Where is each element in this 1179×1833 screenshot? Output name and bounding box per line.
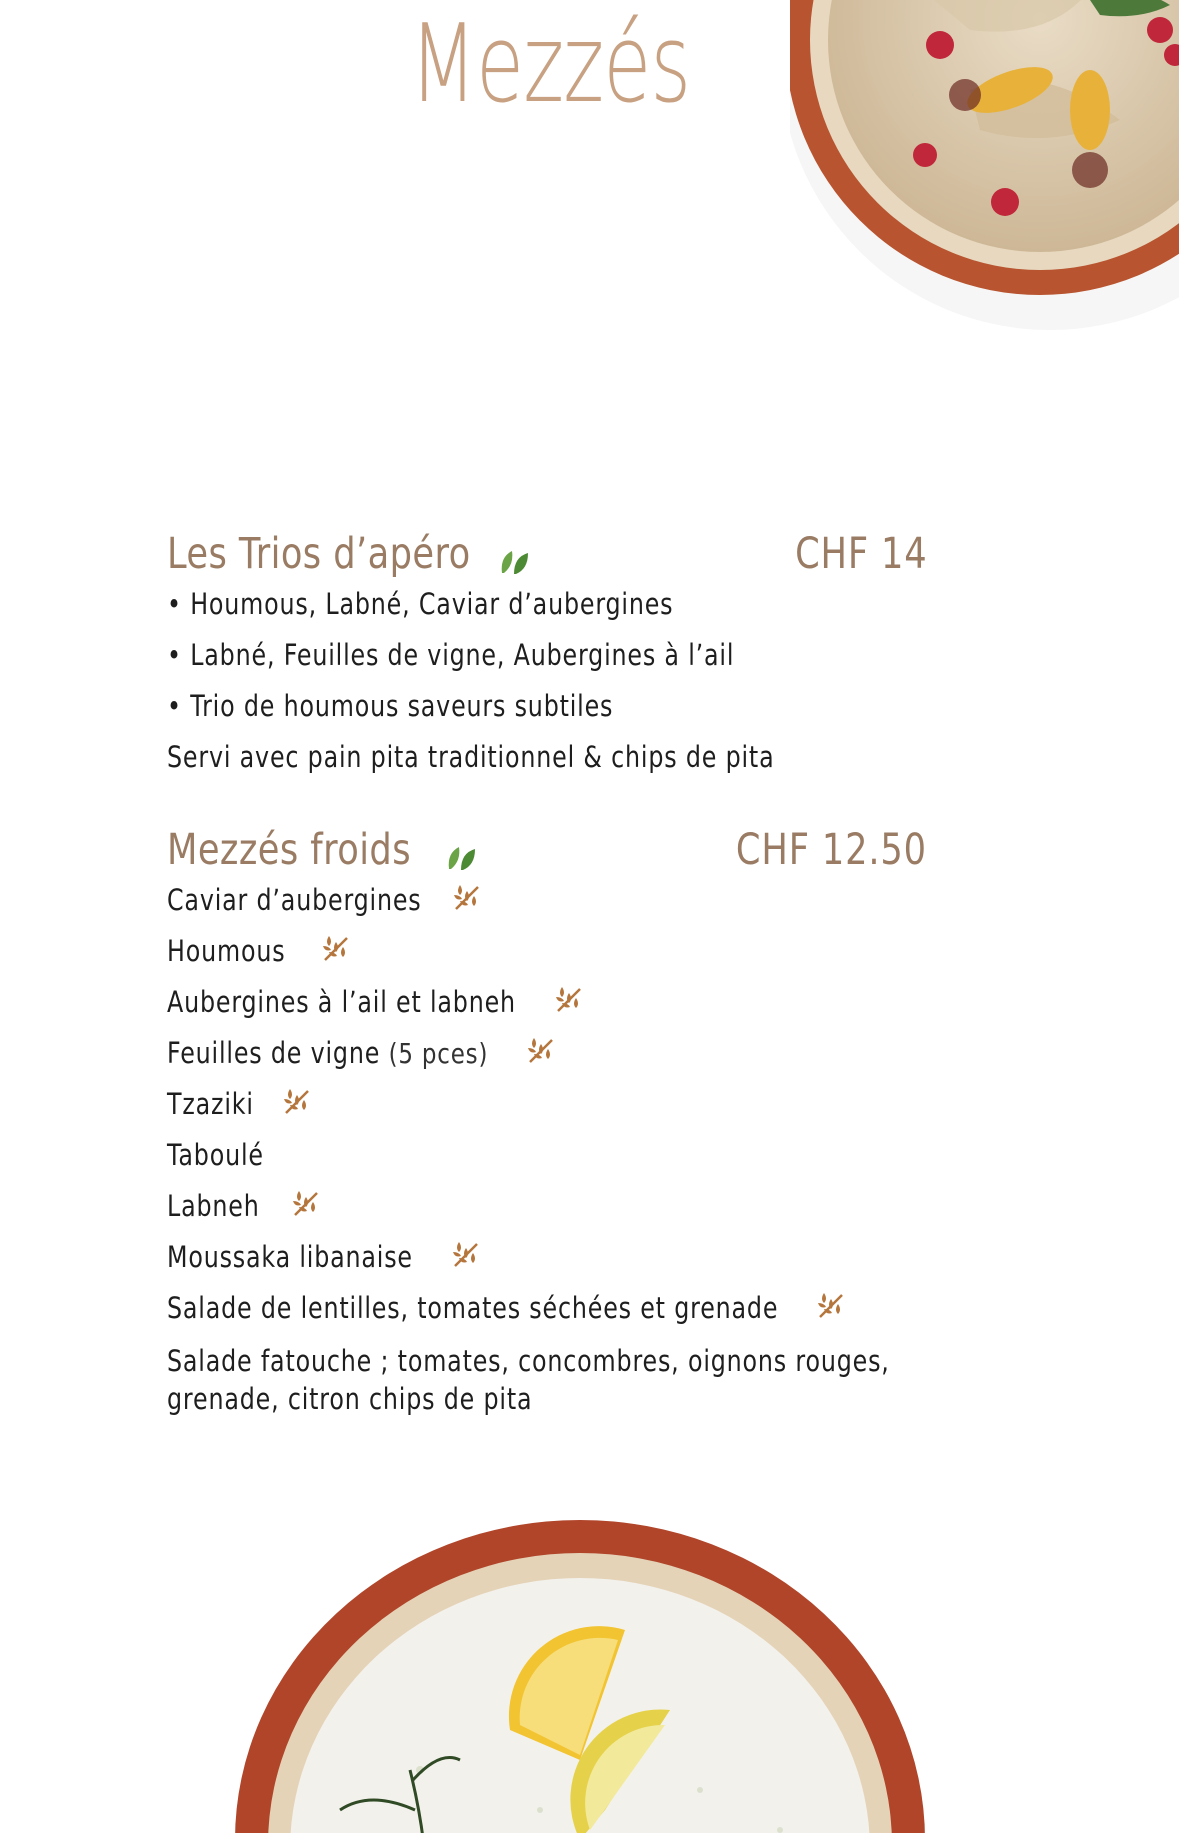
section-header-trios <box>167 525 927 587</box>
section-price: CHF 14 <box>794 529 927 579</box>
gluten-free-wheat-icon <box>552 983 584 1017</box>
section-title: Les Trios d’apéro <box>167 529 471 579</box>
list-item: Caviar d’aubergines <box>167 883 927 934</box>
gluten-free-wheat-icon <box>449 1238 481 1272</box>
gluten-free-wheat-icon <box>524 1034 556 1068</box>
tzatziki-plate-photo <box>220 1510 940 1833</box>
list-item: • Houmous, Labné, Caviar d’aubergines <box>167 587 674 621</box>
list-item: Aubergines à l’ail et labneh <box>167 985 927 1036</box>
list-item: Moussaka libanaise <box>167 1240 927 1291</box>
gluten-free-wheat-icon <box>289 1187 321 1221</box>
list-item: Servi avec pain pita traditionnel & chips de pita <box>167 740 775 774</box>
list-item: Taboulé <box>167 1138 264 1172</box>
list-item: Houmous <box>167 934 927 985</box>
section-price: CHF 12.50 <box>736 825 927 875</box>
gluten-free-wheat-icon <box>814 1289 846 1323</box>
section-title: Mezzés froids <box>167 825 412 875</box>
page-title: Mezzés <box>409 2 691 127</box>
hummus-plate-photo <box>790 0 1179 350</box>
list-item: Salade fatouche ; tomates, concombres, oignons rouges, grenade, citron chips de pita <box>167 1344 890 1416</box>
list-item: Salade de lentilles, tomates séchées et grenade <box>167 1291 927 1342</box>
gluten-free-wheat-icon <box>319 932 351 966</box>
gluten-free-wheat-icon <box>280 1085 312 1119</box>
vegetarian-leaf-icon <box>498 547 532 577</box>
list-item: Tzaziki <box>167 1087 927 1138</box>
vegetarian-leaf-icon <box>445 843 479 873</box>
list-item: • Trio de houmous saveurs subtiles <box>167 689 614 723</box>
menu <box>167 525 927 1424</box>
section-header-mezzes-froids <box>167 821 927 883</box>
list-item: Labneh <box>167 1189 927 1240</box>
list-item: • Labné, Feuilles de vigne, Aubergines à l’ail <box>167 638 735 672</box>
gluten-free-wheat-icon <box>450 881 482 915</box>
list-item: Feuilles de vigne (5 pces) <box>167 1036 927 1087</box>
